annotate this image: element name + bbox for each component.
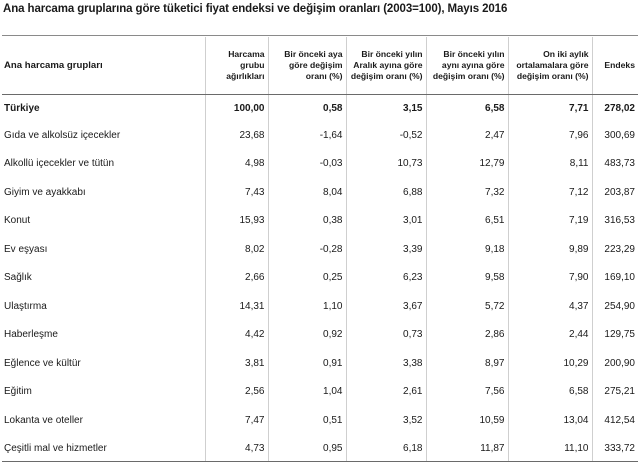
col-header-group: Ana harcama grupları <box>2 37 205 95</box>
cell-annual: 9,58 <box>426 262 508 291</box>
cell-since-dec: 10,73 <box>346 148 426 177</box>
col-header-since-dec: Bir önceki yılın Aralık ayına göre değişim oranı (%) <box>346 37 426 95</box>
cell-weight: 23,68 <box>205 119 268 148</box>
cell-index: 129,75 <box>592 319 638 348</box>
cell-since-dec: 6,23 <box>346 262 426 291</box>
cell-name: Konut <box>4 215 31 227</box>
table-row <box>2 119 638 148</box>
cell-monthly: 0,95 <box>268 433 346 462</box>
cell-since-dec: 6,88 <box>346 176 426 205</box>
cell-index: 275,21 <box>592 376 638 405</box>
cell-annual: 12,79 <box>426 148 508 177</box>
cell-name: Eğlence ve kültür <box>4 357 81 369</box>
cell-name: Haberleşme <box>4 329 58 341</box>
cell-monthly: -1,64 <box>268 119 346 148</box>
cell-name: Ev eşyası <box>4 243 48 255</box>
cell-weight: 15,93 <box>205 205 268 234</box>
cell-name: Türkiye <box>4 102 40 114</box>
cell-avg12: 13,04 <box>508 404 592 433</box>
cell-since-dec: 3,38 <box>346 347 426 376</box>
cell-index: 300,69 <box>592 119 638 148</box>
cell-monthly: 1,10 <box>268 290 346 319</box>
cell-weight: 100,00 <box>205 95 268 120</box>
cell-weight: 4,73 <box>205 433 268 462</box>
cell-avg12: 2,44 <box>508 319 592 348</box>
cell-name: Eğitim <box>4 386 32 398</box>
table-row <box>2 290 638 319</box>
cell-since-dec: 3,15 <box>346 95 426 120</box>
cell-index: 316,53 <box>592 205 638 234</box>
cell-index: 223,29 <box>592 233 638 262</box>
col-header-annual: Bir önceki yılın aynı ayına göre değişim oranı (%) <box>426 37 508 95</box>
table-row <box>2 319 638 348</box>
cell-weight: 7,47 <box>205 404 268 433</box>
cell-avg12: 7,19 <box>508 205 592 234</box>
cpi-table <box>2 37 638 462</box>
cell-monthly: 0,92 <box>268 319 346 348</box>
cell-avg12: 11,10 <box>508 433 592 462</box>
cell-avg12: 7,12 <box>508 176 592 205</box>
cell-since-dec: 3,39 <box>346 233 426 262</box>
header-row <box>2 37 638 95</box>
cell-index: 169,10 <box>592 262 638 291</box>
table-title: Ana harcama gruplarına göre tüketici fiyat endeksi ve değişim oranları (2003=100), Mayıs 2016 <box>3 3 508 15</box>
cell-monthly: 0,25 <box>268 262 346 291</box>
cell-index: 203,87 <box>592 176 638 205</box>
cell-monthly: -0,28 <box>268 233 346 262</box>
cell-monthly: 8,04 <box>268 176 346 205</box>
cell-monthly: 0,38 <box>268 205 346 234</box>
cell-avg12: 6,58 <box>508 376 592 405</box>
cell-avg12: 9,89 <box>508 233 592 262</box>
cell-since-dec: 3,52 <box>346 404 426 433</box>
cell-since-dec: -0,52 <box>346 119 426 148</box>
cell-avg12: 7,90 <box>508 262 592 291</box>
cell-index: 333,72 <box>592 433 638 462</box>
table-row <box>2 347 638 376</box>
cell-avg12: 8,11 <box>508 148 592 177</box>
cell-since-dec: 3,67 <box>346 290 426 319</box>
cell-annual: 2,47 <box>426 119 508 148</box>
cell-since-dec: 3,01 <box>346 205 426 234</box>
cell-annual: 6,51 <box>426 205 508 234</box>
cell-index: 278,02 <box>592 95 638 120</box>
cell-name: Alkollü içecekler ve tütün <box>4 158 115 170</box>
cell-weight: 8,02 <box>205 233 268 262</box>
table-row <box>2 404 638 433</box>
cell-weight: 2,66 <box>205 262 268 291</box>
cell-monthly: 0,58 <box>268 95 346 120</box>
col-header-avg12: On iki aylık ortalamalara göre değişim oranı (%) <box>508 37 592 95</box>
cell-index: 200,90 <box>592 347 638 376</box>
cell-index: 254,90 <box>592 290 638 319</box>
cell-monthly: 1,04 <box>268 376 346 405</box>
cell-since-dec: 6,18 <box>346 433 426 462</box>
cell-annual: 7,56 <box>426 376 508 405</box>
cell-annual: 6,58 <box>426 95 508 120</box>
cell-name: Giyim ve ayakkabı <box>4 186 86 198</box>
cell-monthly: 0,91 <box>268 347 346 376</box>
cell-weight: 14,31 <box>205 290 268 319</box>
total-row <box>2 95 638 120</box>
cell-annual: 5,72 <box>426 290 508 319</box>
cell-weight: 7,43 <box>205 176 268 205</box>
table-row <box>2 233 638 262</box>
cell-monthly: -0,03 <box>268 148 346 177</box>
cell-avg12: 7,96 <box>508 119 592 148</box>
cell-annual: 10,59 <box>426 404 508 433</box>
table-row <box>2 376 638 405</box>
cell-weight: 3,81 <box>205 347 268 376</box>
cell-index: 483,73 <box>592 148 638 177</box>
cell-avg12: 4,37 <box>508 290 592 319</box>
cell-annual: 11,87 <box>426 433 508 462</box>
cell-name: Gıda ve alkolsüz içecekler <box>4 129 121 141</box>
cell-since-dec: 0,73 <box>346 319 426 348</box>
cell-avg12: 7,71 <box>508 95 592 120</box>
cell-weight: 4,98 <box>205 148 268 177</box>
col-header-weight: Harcama grubu ağırlıkları <box>205 37 268 95</box>
cell-annual: 7,32 <box>426 176 508 205</box>
col-header-index: Endeks <box>592 37 638 95</box>
cell-name: Çeşitli mal ve hizmetler <box>2 433 205 462</box>
cell-name: Ulaştırma <box>4 300 47 312</box>
cell-weight: 2,56 <box>205 376 268 405</box>
table-row <box>2 433 638 462</box>
cell-avg12: 10,29 <box>508 347 592 376</box>
cell-annual: 8,97 <box>426 347 508 376</box>
cell-monthly: 0,51 <box>268 404 346 433</box>
cell-name: Sağlık <box>4 272 32 284</box>
cell-name: Lokanta ve oteller <box>4 414 83 426</box>
cell-weight: 4,42 <box>205 319 268 348</box>
table-row <box>2 262 638 291</box>
table-row <box>2 176 638 205</box>
cell-index: 412,54 <box>592 404 638 433</box>
col-header-monthly: Bir önceki aya göre değişim oranı (%) <box>268 37 346 95</box>
cell-annual: 2,86 <box>426 319 508 348</box>
cell-annual: 9,18 <box>426 233 508 262</box>
table-row <box>2 148 638 177</box>
table-row <box>2 205 638 234</box>
cell-since-dec: 2,61 <box>346 376 426 405</box>
title-divider <box>2 35 638 36</box>
